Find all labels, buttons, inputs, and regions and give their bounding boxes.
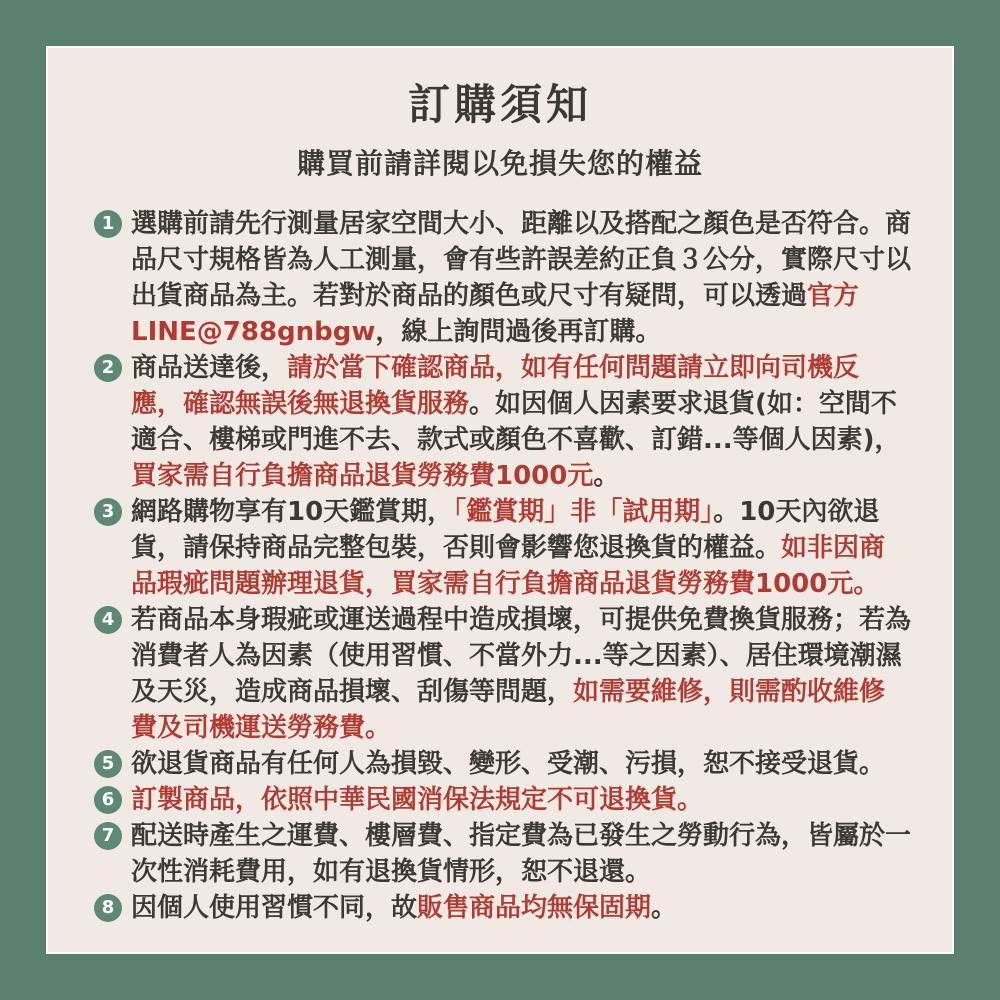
- notice-segment: 配送時產生之運費、樓層費、指定費為已發生之勞動行為，皆屬於一次性消耗費用，如有退換貨情形，恕不退還。: [131, 821, 912, 887]
- notice-segment-accent: 訂製商品，依照中華民國消保法規定不可退換貨。: [131, 785, 704, 815]
- notice-item: [94, 350, 911, 494]
- notice-text: [131, 209, 911, 347]
- notice-item: [94, 746, 911, 782]
- notice-text: [131, 821, 911, 887]
- notice-text: [131, 497, 885, 599]
- notice-segment: 。: [593, 461, 620, 491]
- notice-text: [131, 353, 901, 491]
- notice-number-badge: 1: [94, 210, 122, 238]
- notice-panel: [46, 46, 954, 954]
- notice-segment: ，線上詢問過後再訂購。: [375, 317, 662, 347]
- notice-item: [94, 818, 911, 890]
- notice-number-badge: 8: [94, 894, 122, 922]
- notice-item: [94, 890, 911, 926]
- notice-number-badge: 4: [94, 606, 122, 634]
- notice-number-badge: 5: [94, 750, 122, 778]
- notice-segment-accent: 「鑑賞期」非「試用期」: [453, 497, 714, 527]
- notice-segment-accent: 如需要維修，則需酌收維修費及司機運送勞務費。: [131, 677, 886, 743]
- notice-segment-accent: 如非因商品瑕疵問題辦理退貨，買家需自行負擔商品退貨勞務費1000元。: [131, 533, 886, 599]
- notice-item: [94, 782, 911, 818]
- notice-segment-accent: 官方LINE@788gnbgw: [131, 281, 860, 347]
- page-subtitle: 購買前請詳閱以免損失您的權益: [296, 147, 703, 180]
- notice-number-badge: 2: [94, 354, 122, 382]
- notice-segment: 因個人使用習慣不同，故: [131, 893, 418, 923]
- notice-item: [94, 206, 911, 350]
- notice-segment: 網路購物享有10天鑑賞期，: [131, 497, 454, 527]
- notice-text: [131, 749, 885, 779]
- notice-number-badge: 3: [94, 498, 122, 526]
- notice-item: [94, 494, 911, 602]
- notice-segment: 。如因個人因素要求退貨(如：空間不適合、樓梯或門進不去、款式或顏色不喜歡、訂錯...等個人因素)，: [131, 389, 901, 455]
- notice-number-badge: 6: [94, 786, 122, 814]
- notice-text: [131, 605, 911, 743]
- notice-number-badge: 7: [94, 822, 122, 850]
- notice-segment: 欲退貨商品有任何人為損毀、變形、受潮、污損，恕不接受退貨。: [131, 749, 886, 779]
- notice-segment: 商品送達後，: [131, 353, 288, 383]
- notice-segment-accent: 請於當下確認商品，如有任何問題請立即向司機反應，確認無誤後無退換貨服務: [131, 353, 860, 419]
- page-title: 訂購須知: [407, 80, 592, 129]
- notice-segment-accent: 買家需自行負擔商品退貨勞務費1000元: [131, 461, 594, 491]
- notice-segment-accent: 販售商品均無保固期: [417, 893, 652, 923]
- notice-segment: 選購前請先行測量居家空間大小、距離以及搭配之顏色是否符合。商品尺寸規格皆為人工測量，會有些許誤差約正負３公分，實際尺寸以出貨商品為主。若對於商品的顏色或尺寸有疑問，可以透過: [131, 209, 912, 311]
- notice-text: [131, 893, 677, 923]
- notice-segment: 若商品本身瑕疵或運送過程中造成損壞，可提供免費換貨服務；若為消費者人為因素（使用習慣、不當外力...等之因素）、居住環境潮濕及天災，造成商品損壞、刮傷等問題，: [131, 605, 912, 707]
- notice-text: [131, 785, 703, 815]
- notice-segment: 。: [651, 893, 678, 923]
- notice-list: [86, 206, 914, 926]
- notice-item: [94, 602, 911, 746]
- notice-segment: 。10天內欲退貨，請保持商品完整包裝，否則會影響您退換貨的權益。: [131, 497, 880, 563]
